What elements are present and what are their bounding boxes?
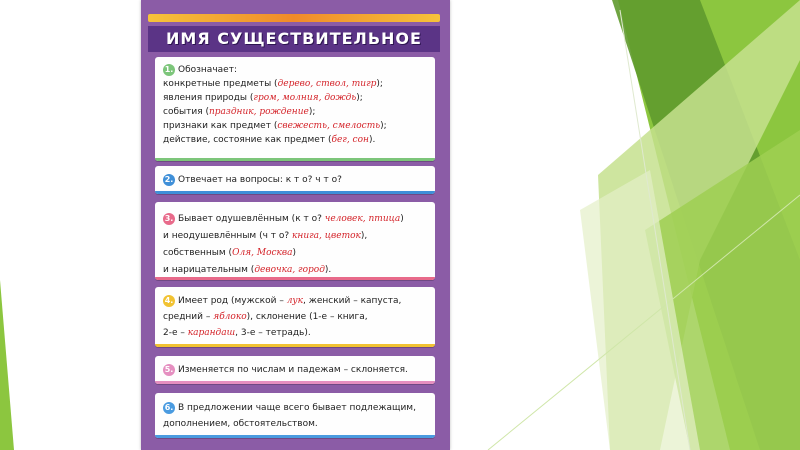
handwritten-example: девочка, город [254, 265, 325, 275]
line-text: В предложении чаще всего бывает подлежащим, [178, 403, 416, 413]
card-accent-stripe [155, 381, 435, 384]
handwritten-example: Оля, Москва [232, 248, 293, 258]
number-badge: 1. [164, 64, 174, 74]
handwritten-example: свежесть, смелость [277, 121, 381, 131]
card-line [163, 229, 429, 243]
card-line [163, 310, 429, 324]
number-badge: 5. [164, 364, 174, 374]
line-text: ), [360, 231, 368, 241]
rule-card-2 [155, 166, 435, 194]
line-text: собственным ( [163, 248, 233, 258]
number-badge: 3. [164, 213, 174, 223]
line-text: признаки как предмет ( [163, 121, 278, 131]
number-badge: 2. [164, 174, 174, 184]
line-text: 2-е – [163, 328, 188, 338]
handwritten-example: яблоко [213, 312, 247, 322]
card-line [163, 91, 429, 105]
card-line [163, 417, 429, 431]
line-text: ), склонение (1-е – книга, [246, 312, 368, 322]
handwritten-example: гром, молния, дождь [253, 93, 357, 103]
handwritten-example: бег, сон [331, 135, 369, 145]
line-text: действие, состояние как предмет ( [163, 135, 332, 145]
rule-card-5 [155, 356, 435, 384]
line-text: , 3-е – тетрадь). [235, 328, 311, 338]
card-accent-stripe [155, 344, 435, 347]
number-badge: 4. [164, 295, 174, 305]
line-text: , женский – капуста, [303, 296, 402, 306]
green-shape-left-edge [0, 280, 14, 450]
line-text: явления природы ( [163, 93, 254, 103]
card-line [163, 363, 429, 377]
rule-card-3 [155, 202, 435, 280]
line-text: средний – [163, 312, 214, 322]
line-text: Отвечает на вопросы: к т о? ч т о? [178, 175, 342, 185]
line-text: ); [376, 79, 383, 89]
card-accent-stripe [155, 435, 435, 438]
handwritten-example: дерево, ствол, тигр [277, 79, 377, 89]
handwritten-example: лук [286, 296, 304, 306]
poster-title: ИМЯ СУЩЕСТВИТЕЛЬНОЕ [148, 26, 440, 52]
line-text: ) [292, 248, 297, 258]
line-text: Обозначает: [178, 65, 237, 75]
line-text: дополнением, обстоятельством. [163, 419, 318, 429]
card-line [163, 77, 429, 91]
card-line [163, 173, 429, 187]
line-text: ); [356, 93, 363, 103]
line-text: ) [400, 214, 404, 224]
handwritten-example: человек, птица [324, 214, 401, 224]
card-accent-stripe [155, 191, 435, 194]
card-line [163, 263, 429, 277]
card-line [163, 294, 429, 308]
card-line [163, 212, 429, 226]
line-text: ). [324, 265, 332, 275]
card-accent-stripe [155, 277, 435, 280]
card-line [163, 105, 429, 119]
card-accent-stripe [155, 158, 435, 161]
handwritten-example: книга, цветок [292, 231, 361, 241]
handwritten-example: праздник, рождение [209, 107, 309, 117]
line-text: ); [308, 107, 316, 117]
line-text: Имеет род (мужской – [178, 296, 287, 306]
handwritten-example: карандаш [187, 328, 236, 338]
line-text: Бывает одушевлённым (к т о? [178, 214, 325, 224]
card-line [163, 326, 429, 340]
card-line [163, 63, 429, 77]
number-badge: 6. [164, 402, 174, 412]
line-text: ). [368, 135, 376, 145]
card-line [163, 246, 429, 260]
line-text: Изменяется по числам и падежам – склоняется. [178, 365, 408, 375]
rule-card-4 [155, 287, 435, 347]
rule-card-1 [155, 57, 435, 161]
card-line [163, 401, 429, 415]
card-line [163, 133, 429, 147]
line-text: и нарицательным ( [163, 265, 255, 275]
poster-top-stripe [148, 14, 440, 22]
line-text: и неодушевлённым (ч т о? [163, 231, 293, 241]
rule-card-6 [155, 393, 435, 438]
line-text: ); [380, 121, 387, 131]
line-text: события ( [163, 107, 209, 117]
card-line [163, 119, 429, 133]
line-text: конкретные предметы ( [163, 79, 278, 89]
